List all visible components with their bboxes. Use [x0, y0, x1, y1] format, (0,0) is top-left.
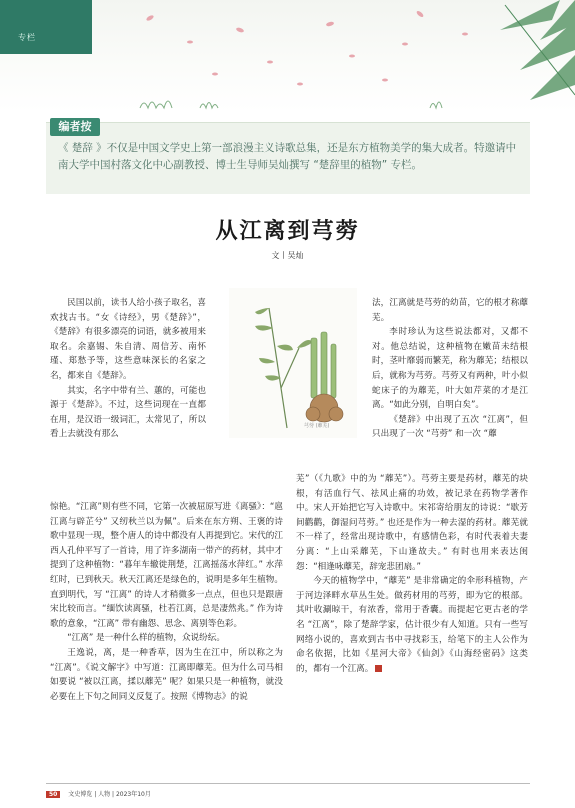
illustration-caption: 芎䓖 (蘼芜) — [304, 423, 330, 429]
paragraph-continued: 芜”（《九歌》中的为 “蘼芜”）。芎䓖主要是药材，蘼芜的块根，有活血行气、祛风止痛的功效，被记录在药物学著作中。宋人开始把它写入诗歌中。宋祁寄给朋友的诗说：“歇芳间鹳鹳，御湿问芎䓖。” 也还是作为一种去湿的药材。蘼芜就不一样了，经常出现诗歌中，有感情色彩，有时代表着夫妻分离：“上山采蘼芜，下山逢故夫。” 有时也用来表达闺怨：“相逢咏蘼芜，辞宠悲团扇。” — [296, 474, 528, 572]
paragraph: 李时珍认为这些说法都对，又都不对。他总结说，这种植物在嫩苗未结根时，茎叶靡弱而繁芜，称为蘼芜；结根以后，就称为芎䓖。芎䓖又有两种，叶小似蛇床子的为蘼芜，叶大如芹菜的才是江离。“如此分别，自明白矣”。 — [372, 327, 528, 411]
page-number: 50 — [46, 791, 60, 798]
editor-note-text: 《 楚辞 》不仅是中国文学史上第一部浪漫主义诗歌总集，还是东方植物美学的集大成者。特邀请中南大学中国村落文化中心副教授、博士生导师吴灿撰写 “楚辞里的植物” 专栏。 — [58, 142, 517, 171]
right-column-top — [372, 296, 528, 442]
page-footer — [46, 789, 151, 798]
paragraph-continued: 惊艳。“江离”则有些不同，它第一次被屈原写进《离骚》：“扈江离与辟芷兮” 又纫秋兰以为佩”。后来在东方朔、王褒的诗歌中显现一现，整个唐人的诗中都没有人再提到它。宋代的江西人孔仲平写了一首诗，用了许多湖南一带产的药材，其中才提到了这种植物：“暮年车辙徙荆楚，江离摇荡水萍红。” 水萍红时，已到秋天。秋天江离还是绿色的，说明是多年生植物。直到明代，写 “江离” 的诗人才稍微多一点点，但也只是跟唐宋比较而言。“缅饮读离骚，杜若江离，总是凄然兆。” 作为诗歌的意象，“江离” 带有幽怨、思念、离别等色彩。 — [50, 502, 283, 629]
end-mark-icon — [375, 665, 382, 672]
editor-note-label: 编者按 — [50, 118, 100, 136]
article-title: 从江离到芎䓖 — [215, 219, 360, 244]
paragraph: 《楚辞》中出现了五次 “江离”，但只出现了一次 “芎䓖” 和一次 “蘼 — [372, 414, 528, 440]
footer-rule — [46, 783, 530, 784]
paragraph: 民国以前，读书人给小孩子取名，喜欢找古书。“女《诗经》，男《楚辞》”，《楚辞》有很多漂亮的词语，就多被用来取名。余嘉锡、朱自清、周信芳、南怀瑾、郑愁予等，这些意味深长的名家之名，都来自《楚辞》。 — [50, 298, 206, 381]
paragraph: 其实，名字中带有兰、蕙的，可能也源于《楚辞》。不过，这些词现在一直都在用，是汉语一级词汇，太常见了，所以看上去就没有那么 — [50, 385, 206, 440]
plant-drawing — [229, 288, 357, 438]
paragraph: “江离” 是一种什么样的植物，众说纷纭。 — [67, 633, 225, 644]
paragraph — [296, 574, 528, 676]
footer-text: 文史博览 | 人物 | 2023年10月 — [68, 791, 151, 798]
paragraph-text: 今天的植物学中，“蘼芜” 是非常确定的伞形科植物，产于河边泽畔水草丛生处。做药材用的芎䓖，即为它的根部。其叶收涮晾干，有浓香，常用于香囊。而提起它更古老的学名 “江离”，除了楚辞学家，估计很少有人知道。只有一些写网络小说的，喜欢到古书中寻找彩玉，给笔下的主人公作为命名依据，比如《星河大帝》《仙剑》《山海经密码》这类的，都有一个江离。 — [296, 576, 528, 674]
paragraph: 王逸说，离，是一种香草，因为生在江中，所以称之为 “江离”。《说文解字》中写道：江离即蘼芜。但为什么司马相如要说 “被以江离，揉以蘼芜” 呢？如果只是一种植物，就没必要在上下句之间同义反复了。按照《博物志》的说 — [50, 647, 283, 702]
article-byline: 文丨吴灿 — [271, 251, 304, 260]
column-tag-label: 专栏 — [18, 33, 36, 42]
plant-illustration — [229, 288, 357, 438]
paragraph-continued: 法，江离就是芎䓖的幼苗，它的根才称蘼芜。 — [372, 298, 528, 323]
right-column-bottom — [296, 472, 528, 676]
left-column-top — [50, 296, 206, 442]
header-banner — [0, 0, 575, 112]
column-tag — [0, 0, 92, 54]
left-column-bottom — [50, 500, 283, 704]
